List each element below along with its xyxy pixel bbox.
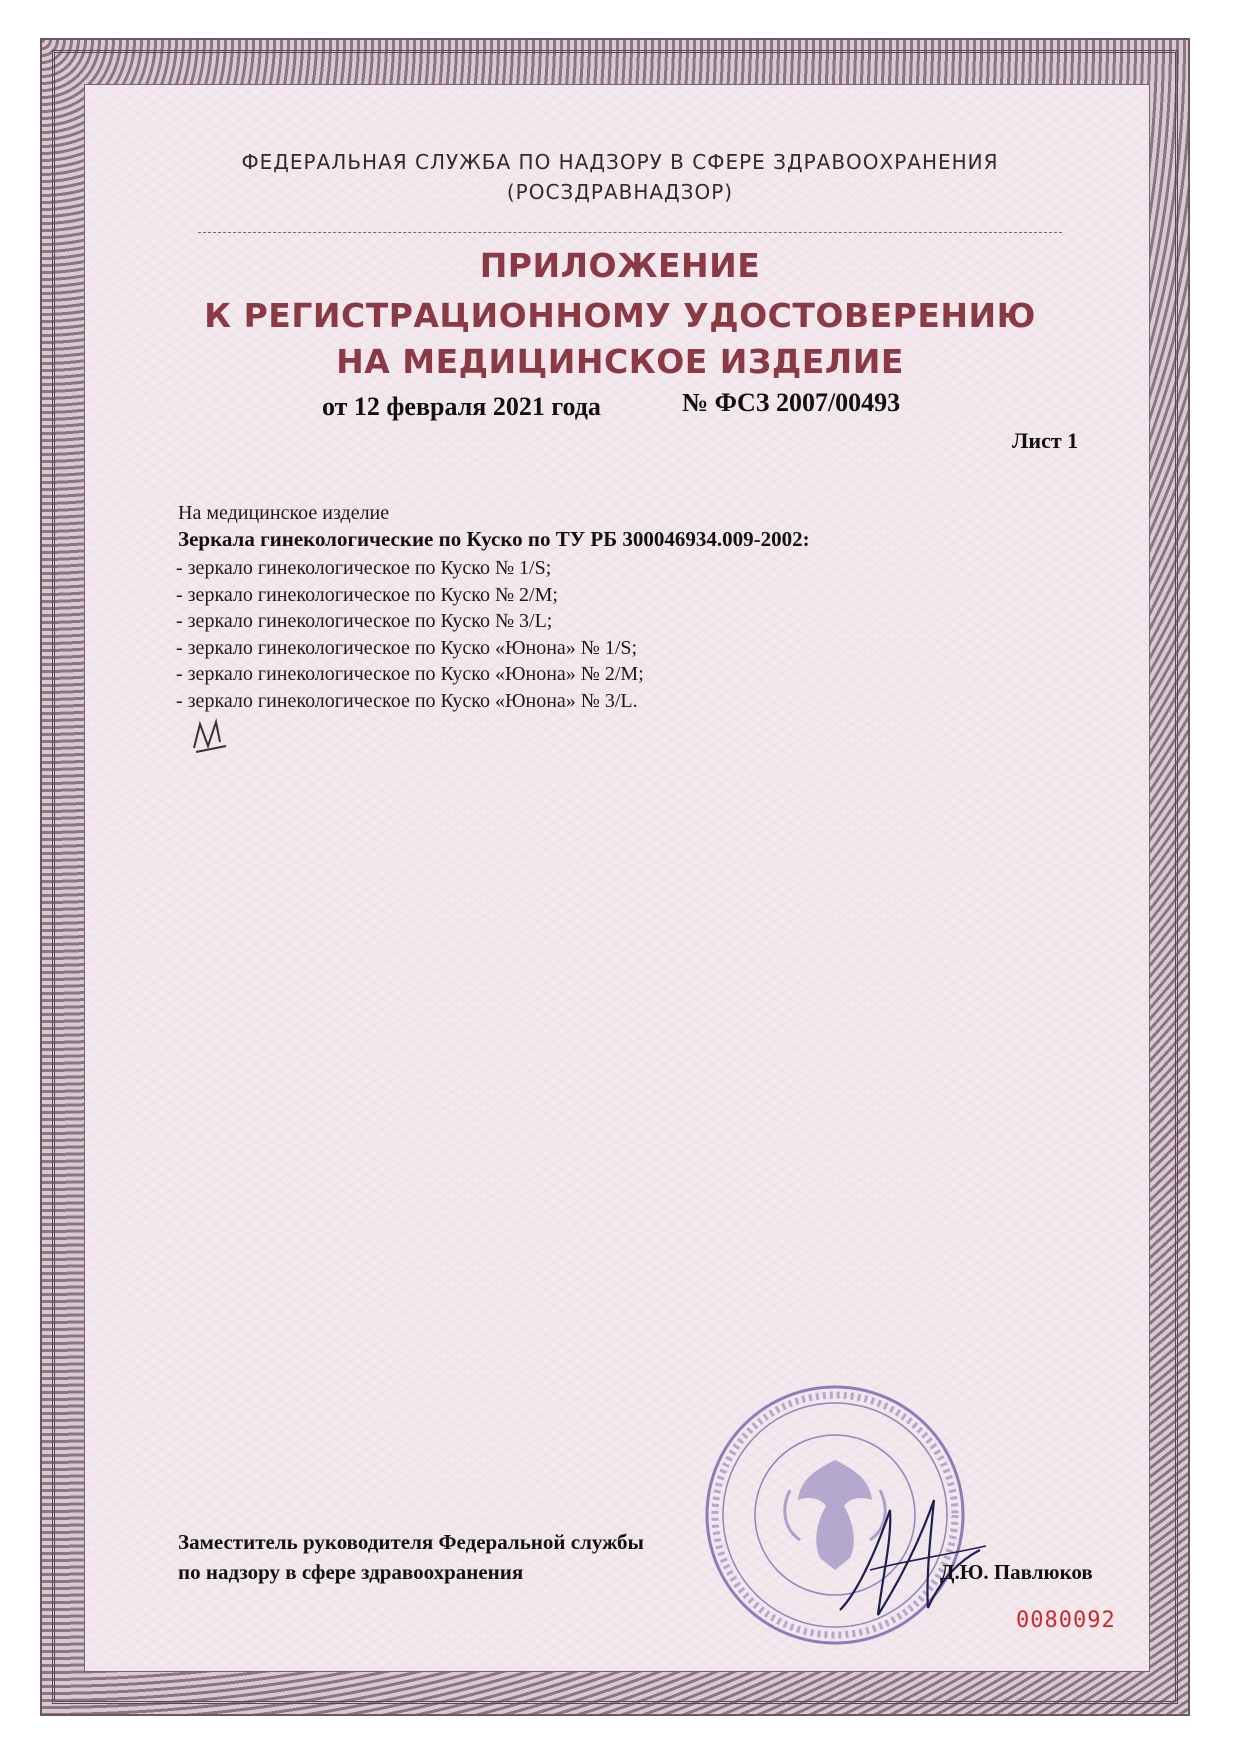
registration-date: от 12 февраля 2021 года — [322, 392, 601, 421]
agency-name: ФЕДЕРАЛЬНАЯ СЛУЖБА ПО НАДЗОРУ В СФЕРЕ ЗДРАВООХРАНЕНИЯ — [241, 150, 999, 174]
list-item: - зеркало гинекологическое по Куско № 2/М; — [176, 583, 558, 606]
list-item: - зеркало гинекологическое по Куско № 1/S; — [176, 557, 552, 579]
product-variant-list — [176, 555, 644, 714]
document-subtitle-line2: НА МЕДИЦИНСКОЕ ИЗДЕЛИЕ — [336, 342, 904, 381]
list-item: - зеркало гинекологическое по Куско № 3/L; — [176, 610, 553, 632]
handwritten-mark-icon — [190, 718, 232, 756]
agency-abbreviation: (РОСЗДРАВНАДЗОР) — [506, 180, 734, 204]
signatory-name: Д.Ю. Павлюков — [940, 1560, 1093, 1584]
list-item: - зеркало гинекологическое по Куско «Юнона» № 3/L. — [176, 689, 638, 712]
sheet-number: Лист 1 — [1012, 428, 1079, 453]
serial-number: 0080092 — [1016, 1608, 1116, 1633]
handwritten-signature-icon — [830, 1480, 990, 1630]
list-item: - зеркало гинекологическое по Куско «Юнона» № 2/М; — [176, 663, 644, 685]
product-name: Зеркала гинекологические по Куско по ТУ РБ 300046934.009-2002: — [178, 527, 810, 551]
signatory-title-line2: по надзору в сфере здравоохранения — [178, 1560, 524, 1584]
list-item: - зеркало гинекологическое по Куско «Юнона» № 1/S; — [176, 636, 638, 659]
signatory-title-line1: Заместитель руководителя Федеральной службы — [178, 1530, 644, 1554]
registration-number: № ФСЗ 2007/00493 — [682, 388, 901, 417]
header-divider — [198, 232, 1062, 233]
intro-text: На медицинское изделие — [178, 502, 390, 524]
document-subtitle-line1: К РЕГИСТРАЦИОННОМУ УДОСТОВЕРЕНИЮ — [204, 296, 1036, 335]
document-title: ПРИЛОЖЕНИЕ — [479, 246, 761, 285]
